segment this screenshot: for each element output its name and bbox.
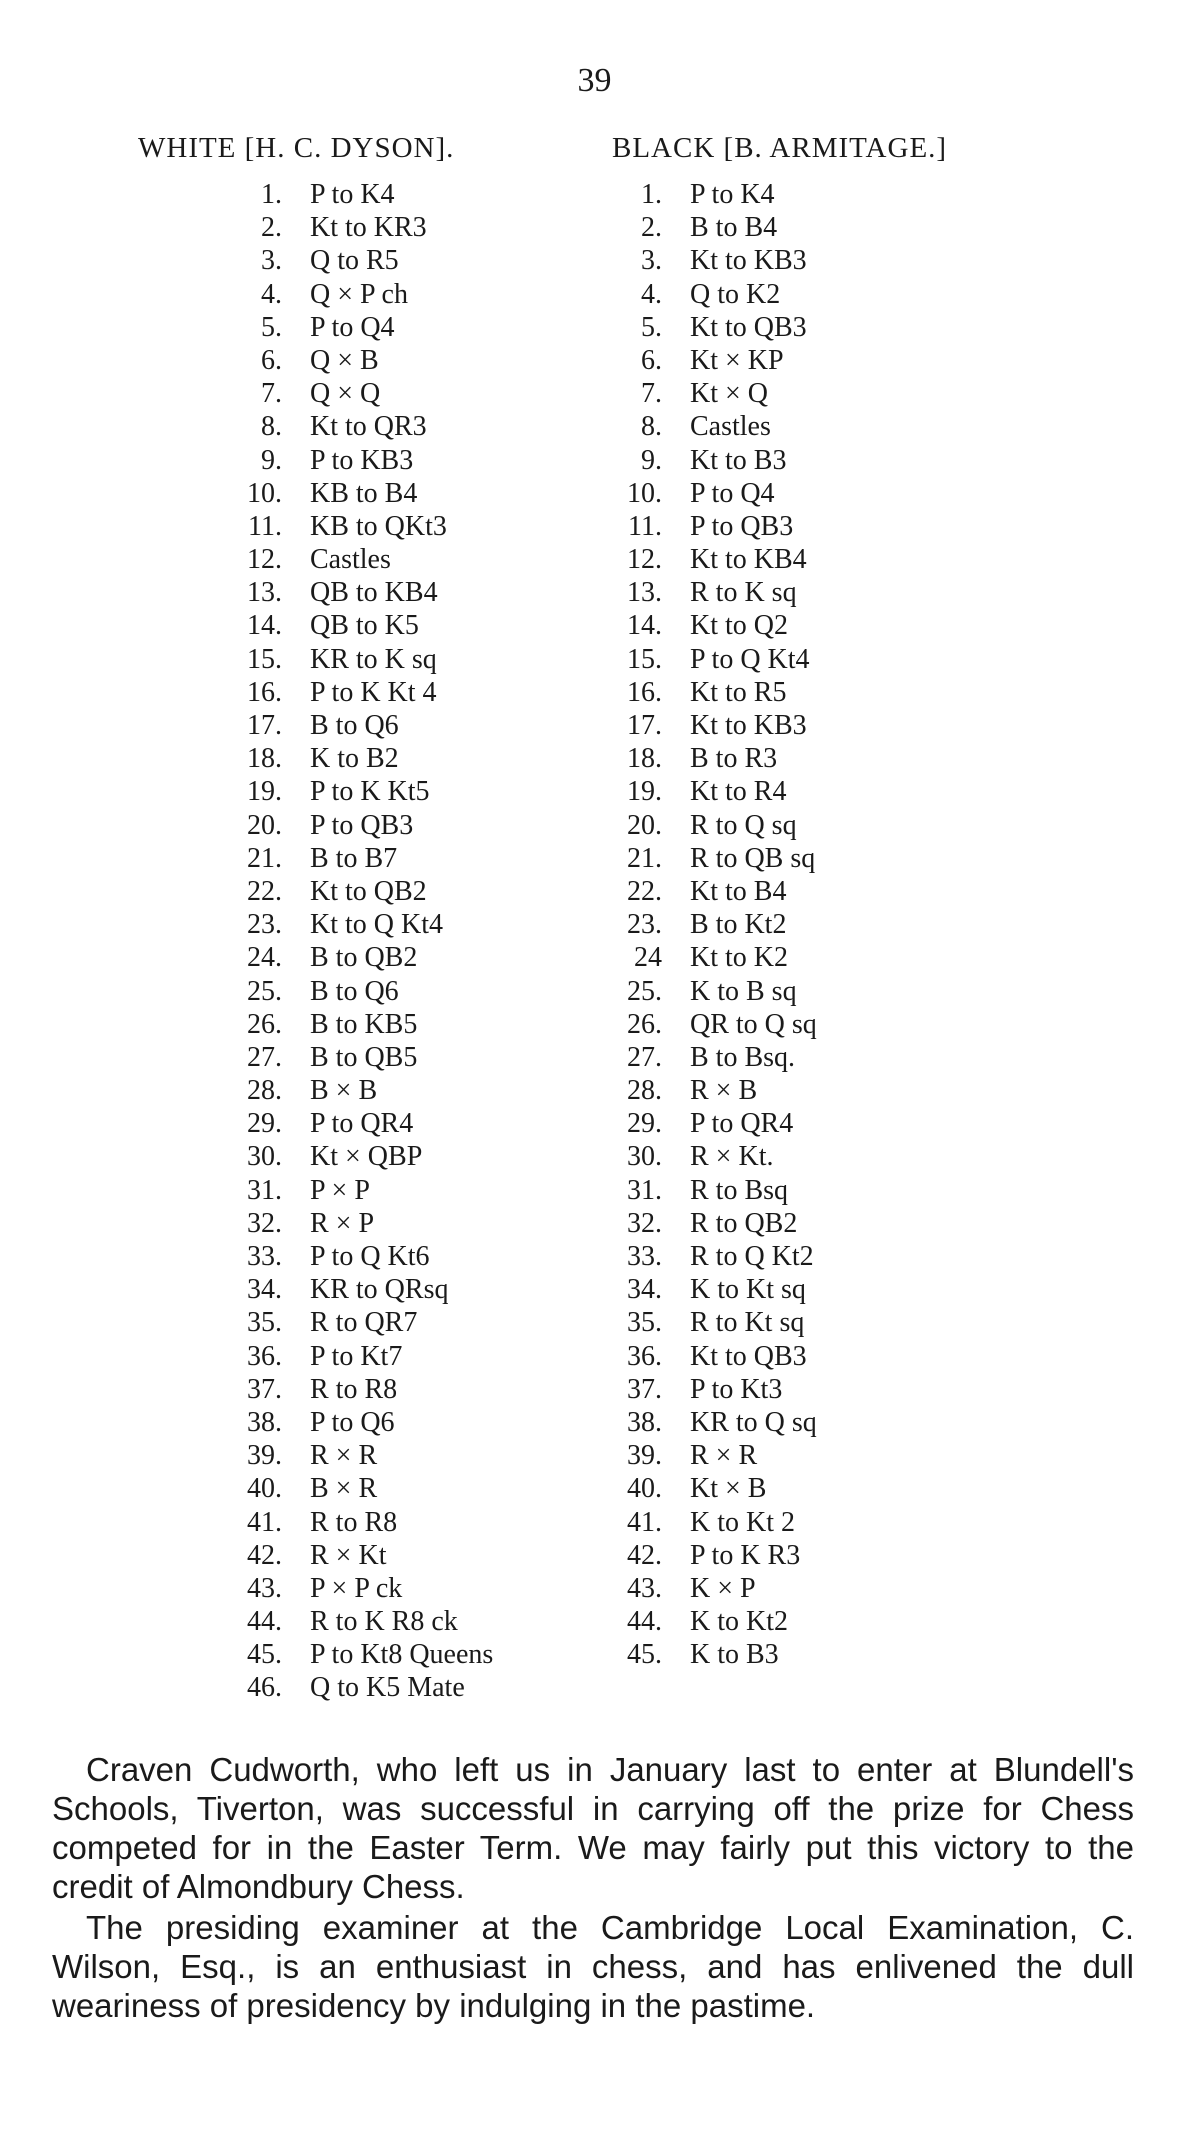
move-number: 44. — [627, 1606, 662, 1638]
move-number: 10. — [247, 477, 282, 509]
white-player-header: WHITE [H. C. DYSON]. — [138, 132, 455, 164]
move-notation: R to Kt sq — [690, 1307, 805, 1339]
paragraph-examiner: The presiding examiner at the Cambridge Local Examination, C. Wilson, Esq., is an enthusiast in chess, and has enlivened the dull weariness of presidency by indulging in the pastime. — [52, 1909, 1134, 2024]
move-number: 41. — [247, 1506, 282, 1538]
move-number: 31. — [627, 1174, 662, 1206]
white-move-row — [220, 1107, 493, 1140]
black-move-row — [600, 1373, 817, 1406]
move-notation: K to Kt2 — [690, 1606, 788, 1638]
move-notation: Kt to KB3 — [690, 710, 807, 741]
move-number: 26. — [247, 1008, 282, 1040]
white-move-row — [220, 941, 493, 974]
move-number: 24 — [634, 942, 662, 974]
move-notation: B to Kt2 — [690, 909, 787, 941]
move-number: 28. — [247, 1075, 282, 1107]
move-notation: R to R8 — [310, 1373, 398, 1405]
move-notation: R to Bsq — [690, 1174, 789, 1206]
move-notation: K to B sq — [690, 975, 797, 1007]
move-notation: R × R — [690, 1440, 758, 1472]
move-number: 38. — [247, 1406, 282, 1438]
black-move-row — [600, 775, 817, 808]
move-notation: R to R8 — [310, 1506, 398, 1538]
move-notation: P to Q4 — [310, 311, 395, 343]
black-move-row — [600, 742, 817, 775]
black-move-row — [600, 1439, 817, 1472]
white-move-row — [220, 576, 493, 609]
move-number: 28. — [627, 1075, 662, 1107]
white-move-row — [220, 1273, 493, 1306]
move-number: 43. — [627, 1572, 662, 1604]
black-move-row — [600, 477, 817, 510]
move-notation: Kt to K2 — [690, 942, 788, 974]
black-move-row — [600, 709, 817, 742]
move-notation: Kt to QB2 — [310, 875, 427, 907]
move-number: 41. — [627, 1506, 662, 1538]
white-move-row — [220, 178, 493, 211]
move-number: 21. — [627, 842, 662, 874]
white-move-row — [220, 742, 493, 775]
white-move-row — [220, 1340, 493, 1373]
move-notation: P to Kt3 — [690, 1373, 783, 1405]
black-move-row — [600, 211, 817, 244]
move-number: 23. — [247, 909, 282, 941]
move-number: 5. — [641, 311, 662, 343]
move-notation: P to KB3 — [310, 444, 414, 476]
move-notation: K to B3 — [690, 1639, 779, 1671]
black-move-row — [600, 278, 817, 311]
move-number: 39. — [627, 1440, 662, 1472]
move-number: 33. — [247, 1241, 282, 1272]
move-notation: Kt to B4 — [690, 875, 787, 907]
white-move-row — [220, 410, 493, 443]
white-move-row — [220, 1174, 493, 1207]
black-move-row — [600, 1273, 817, 1306]
move-notation: KB to B4 — [310, 477, 418, 509]
move-number: 14. — [627, 610, 662, 642]
move-number: 46. — [247, 1672, 282, 1704]
white-move-row — [220, 1439, 493, 1472]
black-move-row — [600, 875, 817, 908]
white-move-row — [220, 908, 493, 941]
move-number: 27. — [247, 1041, 282, 1073]
move-number: 37. — [247, 1373, 282, 1405]
move-number: 6. — [261, 344, 282, 376]
move-notation: B × R — [310, 1473, 378, 1505]
move-number: 6. — [641, 344, 662, 376]
white-move-row — [220, 1406, 493, 1439]
move-notation: R × Kt — [310, 1539, 387, 1571]
move-notation: P to QR4 — [310, 1108, 414, 1140]
move-number: 35. — [247, 1307, 282, 1339]
move-notation: R × R — [310, 1440, 378, 1472]
white-move-row — [220, 244, 493, 277]
move-number: 17. — [627, 710, 662, 741]
move-number: 12. — [627, 544, 662, 576]
black-move-row — [600, 377, 817, 410]
white-move-row — [220, 211, 493, 244]
move-notation: R × Kt. — [690, 1141, 774, 1173]
move-notation: B to QB2 — [310, 942, 418, 974]
move-notation: P to Q6 — [310, 1406, 395, 1438]
white-move-row — [220, 278, 493, 311]
move-notation: P to Q Kt4 — [690, 643, 810, 675]
black-move-row — [600, 1240, 817, 1273]
move-number: 11. — [248, 510, 282, 542]
white-move-row — [220, 311, 493, 344]
black-move-row — [600, 676, 817, 709]
white-move-row — [220, 543, 493, 576]
black-move-row — [600, 908, 817, 941]
move-notation: B to Q6 — [310, 710, 399, 741]
move-number: 1. — [261, 179, 282, 210]
move-number: 40. — [627, 1473, 662, 1505]
move-number: 1. — [641, 179, 662, 210]
white-move-row — [220, 1207, 493, 1240]
white-move-row — [220, 1506, 493, 1539]
move-number: 36. — [627, 1340, 662, 1372]
move-number: 45. — [247, 1639, 282, 1671]
move-number: 16. — [627, 676, 662, 708]
move-notation: P to Q4 — [690, 477, 775, 509]
move-notation: P to Kt8 Queens — [310, 1639, 494, 1671]
move-notation: B to R3 — [690, 743, 778, 775]
black-move-row — [600, 1638, 817, 1671]
white-move-row — [220, 1008, 493, 1041]
white-move-row — [220, 1373, 493, 1406]
move-notation: Kt to QR3 — [310, 411, 427, 443]
move-number: 15. — [627, 643, 662, 675]
move-notation: Castles — [310, 544, 391, 576]
move-number: 8. — [641, 411, 662, 443]
move-notation: Kt to KB4 — [690, 544, 807, 576]
move-notation: Kt × Q — [690, 378, 769, 410]
move-notation: P to QB3 — [690, 510, 794, 542]
move-number: 44. — [247, 1606, 282, 1638]
white-move-row — [220, 1638, 493, 1671]
move-notation: K × P — [690, 1572, 756, 1604]
move-number: 20. — [627, 809, 662, 841]
move-notation: P to Kt7 — [310, 1340, 403, 1372]
move-number: 32. — [247, 1207, 282, 1239]
white-move-row — [220, 842, 493, 875]
black-move-row — [600, 975, 817, 1008]
move-number: 3. — [261, 245, 282, 277]
move-number: 20. — [247, 809, 282, 841]
move-notation: K to Kt sq — [690, 1274, 806, 1306]
move-number: 4. — [261, 278, 282, 310]
move-number: 45. — [627, 1639, 662, 1671]
move-number: 38. — [627, 1406, 662, 1438]
black-move-row — [600, 444, 817, 477]
move-number: 18. — [247, 743, 282, 775]
move-number: 17. — [247, 710, 282, 741]
black-move-row — [600, 1406, 817, 1439]
move-number: 35. — [627, 1307, 662, 1339]
move-notation: B to Q6 — [310, 975, 399, 1007]
black-move-row — [600, 1107, 817, 1140]
black-move-row — [600, 1008, 817, 1041]
move-number: 21. — [247, 842, 282, 874]
move-number: 8. — [261, 411, 282, 443]
move-notation: Kt to KR3 — [310, 212, 427, 244]
white-move-row — [220, 1041, 493, 1074]
black-move-row — [600, 1074, 817, 1107]
move-number: 29. — [247, 1108, 282, 1140]
black-move-row — [600, 842, 817, 875]
move-number: 14. — [247, 610, 282, 642]
move-notation: K to Kt 2 — [690, 1506, 795, 1538]
move-notation: Kt to Q Kt4 — [310, 909, 443, 941]
white-move-row — [220, 676, 493, 709]
move-notation: KR to Q sq — [690, 1406, 817, 1438]
move-number: 15. — [247, 643, 282, 675]
white-move-row — [220, 1240, 493, 1273]
move-notation: B to Bsq. — [690, 1041, 796, 1073]
black-move-row — [600, 809, 817, 842]
black-move-row — [600, 543, 817, 576]
black-move-row — [600, 178, 817, 211]
black-move-row — [600, 1572, 817, 1605]
move-notation: R × B — [690, 1075, 758, 1107]
move-number: 9. — [261, 444, 282, 476]
black-move-row — [600, 1506, 817, 1539]
move-number: 37. — [627, 1373, 662, 1405]
move-number: 29. — [627, 1108, 662, 1140]
move-notation: R to Q Kt2 — [690, 1241, 814, 1272]
move-notation: KB to QKt3 — [310, 510, 447, 542]
black-move-row — [600, 1140, 817, 1173]
black-move-row — [600, 941, 817, 974]
black-move-row — [600, 1472, 817, 1505]
black-move-row — [600, 510, 817, 543]
move-number: 26. — [627, 1008, 662, 1040]
white-move-row — [220, 975, 493, 1008]
white-move-row — [220, 775, 493, 808]
move-number: 22. — [627, 875, 662, 907]
move-number: 7. — [261, 378, 282, 410]
move-number: 33. — [627, 1241, 662, 1272]
move-notation: QB to KB4 — [310, 577, 438, 609]
white-move-row — [220, 643, 493, 676]
move-notation: Kt × B — [690, 1473, 767, 1505]
move-notation: K to B2 — [310, 743, 399, 775]
move-notation: Kt to Q2 — [690, 610, 788, 642]
move-number: 13. — [627, 577, 662, 609]
black-move-row — [600, 1605, 817, 1638]
white-move-row — [220, 875, 493, 908]
white-move-row — [220, 1572, 493, 1605]
move-number: 19. — [247, 776, 282, 808]
move-notation: Kt × QBP — [310, 1141, 423, 1173]
white-move-row — [220, 1539, 493, 1572]
white-move-row — [220, 444, 493, 477]
move-number: 16. — [247, 676, 282, 708]
white-move-row — [220, 377, 493, 410]
move-notation: Kt to R4 — [690, 776, 787, 808]
move-notation: Q to K5 Mate — [310, 1672, 465, 1704]
black-move-row — [600, 244, 817, 277]
move-notation: Castles — [690, 411, 771, 443]
white-move-row — [220, 1605, 493, 1638]
move-number: 7. — [641, 378, 662, 410]
black-move-row — [600, 576, 817, 609]
move-notation: P to K Kt5 — [310, 776, 430, 808]
page-number: 39 — [577, 62, 612, 99]
move-number: 4. — [641, 278, 662, 310]
move-notation: R × P — [310, 1207, 375, 1239]
paragraph-cudworth: Craven Cudworth, who left us in January last to enter at Blundell's Schools, Tiverton, was successful in carrying off the prize for Chess competed for in the Easter Term. We may fairly put this victory to the credit of Almondbury Chess. — [52, 1751, 1134, 1905]
black-move-row — [600, 1340, 817, 1373]
move-notation: KR to K sq — [310, 643, 437, 675]
move-notation: Q to K2 — [690, 278, 781, 310]
move-number: 39. — [247, 1440, 282, 1472]
black-move-row — [600, 643, 817, 676]
move-notation: R to QR7 — [310, 1307, 418, 1339]
move-number: 40. — [247, 1473, 282, 1505]
move-notation: P to Q Kt6 — [310, 1241, 430, 1272]
white-move-row — [220, 510, 493, 543]
move-notation: P to QB3 — [310, 809, 414, 841]
move-notation: B to KB5 — [310, 1008, 418, 1040]
move-notation: B to B4 — [690, 212, 778, 244]
move-number: 23. — [627, 909, 662, 941]
move-number: 2. — [261, 212, 282, 244]
move-number: 36. — [247, 1340, 282, 1372]
move-number: 30. — [627, 1141, 662, 1173]
move-notation: R to Q sq — [690, 809, 797, 841]
black-move-row — [600, 1306, 817, 1339]
move-number: 19. — [627, 776, 662, 808]
move-notation: Kt to KB3 — [690, 245, 807, 277]
move-notation: P to K4 — [690, 179, 775, 210]
move-number: 30. — [247, 1141, 282, 1173]
move-notation: R to QB2 — [690, 1207, 798, 1239]
move-notation: P to QR4 — [690, 1108, 794, 1140]
move-notation: P × P ck — [310, 1572, 403, 1604]
black-moves-list — [600, 178, 817, 1671]
black-player-header: BLACK [B. ARMITAGE.] — [612, 132, 948, 164]
black-move-row — [600, 410, 817, 443]
move-notation: P to K4 — [310, 179, 395, 210]
move-number: 25. — [247, 975, 282, 1007]
white-move-row — [220, 709, 493, 742]
move-number: 42. — [627, 1539, 662, 1571]
black-move-row — [600, 1539, 817, 1572]
move-number: 32. — [627, 1207, 662, 1239]
move-notation: R to K sq — [690, 577, 797, 609]
white-moves-list — [220, 178, 493, 1705]
move-number: 11. — [628, 510, 662, 542]
white-move-row — [220, 1671, 493, 1704]
move-number: 34. — [247, 1274, 282, 1306]
white-move-row — [220, 344, 493, 377]
move-notation: B to B7 — [310, 842, 398, 874]
move-notation: QB to K5 — [310, 610, 419, 642]
move-notation: Kt to R5 — [690, 676, 787, 708]
white-move-row — [220, 809, 493, 842]
move-number: 12. — [247, 544, 282, 576]
move-number: 43. — [247, 1572, 282, 1604]
move-notation: P × P — [310, 1174, 370, 1206]
move-notation: Q to R5 — [310, 245, 399, 277]
move-notation: KR to QRsq — [310, 1274, 449, 1306]
move-notation: Kt to B3 — [690, 444, 787, 476]
move-notation: P to K Kt 4 — [310, 676, 437, 708]
move-number: 5. — [261, 311, 282, 343]
black-move-row — [600, 1174, 817, 1207]
move-number: 13. — [247, 577, 282, 609]
move-number: 34. — [627, 1274, 662, 1306]
move-notation: R to K R8 ck — [310, 1606, 458, 1638]
white-move-row — [220, 1306, 493, 1339]
white-move-row — [220, 1472, 493, 1505]
move-notation: Kt × KP — [690, 344, 784, 376]
move-number: 42. — [247, 1539, 282, 1571]
move-notation: Kt to QB3 — [690, 1340, 807, 1372]
move-notation: Q × B — [310, 344, 379, 376]
move-number: 3. — [641, 245, 662, 277]
black-move-row — [600, 609, 817, 642]
move-notation: Kt to QB3 — [690, 311, 807, 343]
move-number: 18. — [627, 743, 662, 775]
move-number: 27. — [627, 1041, 662, 1073]
black-move-row — [600, 311, 817, 344]
white-move-row — [220, 1074, 493, 1107]
move-notation: QR to Q sq — [690, 1008, 817, 1040]
move-notation: B × B — [310, 1075, 378, 1107]
black-move-row — [600, 1207, 817, 1240]
black-move-row — [600, 344, 817, 377]
move-number: 10. — [627, 477, 662, 509]
move-number: 9. — [641, 444, 662, 476]
white-move-row — [220, 609, 493, 642]
white-move-row — [220, 1140, 493, 1173]
move-notation: R to QB sq — [690, 842, 816, 874]
move-number: 24. — [247, 942, 282, 974]
move-notation: P to K R3 — [690, 1539, 801, 1571]
move-number: 2. — [641, 212, 662, 244]
move-notation: B to QB5 — [310, 1041, 418, 1073]
move-number: 25. — [627, 975, 662, 1007]
move-notation: Q × P ch — [310, 278, 408, 310]
black-move-row — [600, 1041, 817, 1074]
move-notation: Q × Q — [310, 378, 381, 410]
white-move-row — [220, 477, 493, 510]
move-number: 22. — [247, 875, 282, 907]
move-number: 31. — [247, 1174, 282, 1206]
